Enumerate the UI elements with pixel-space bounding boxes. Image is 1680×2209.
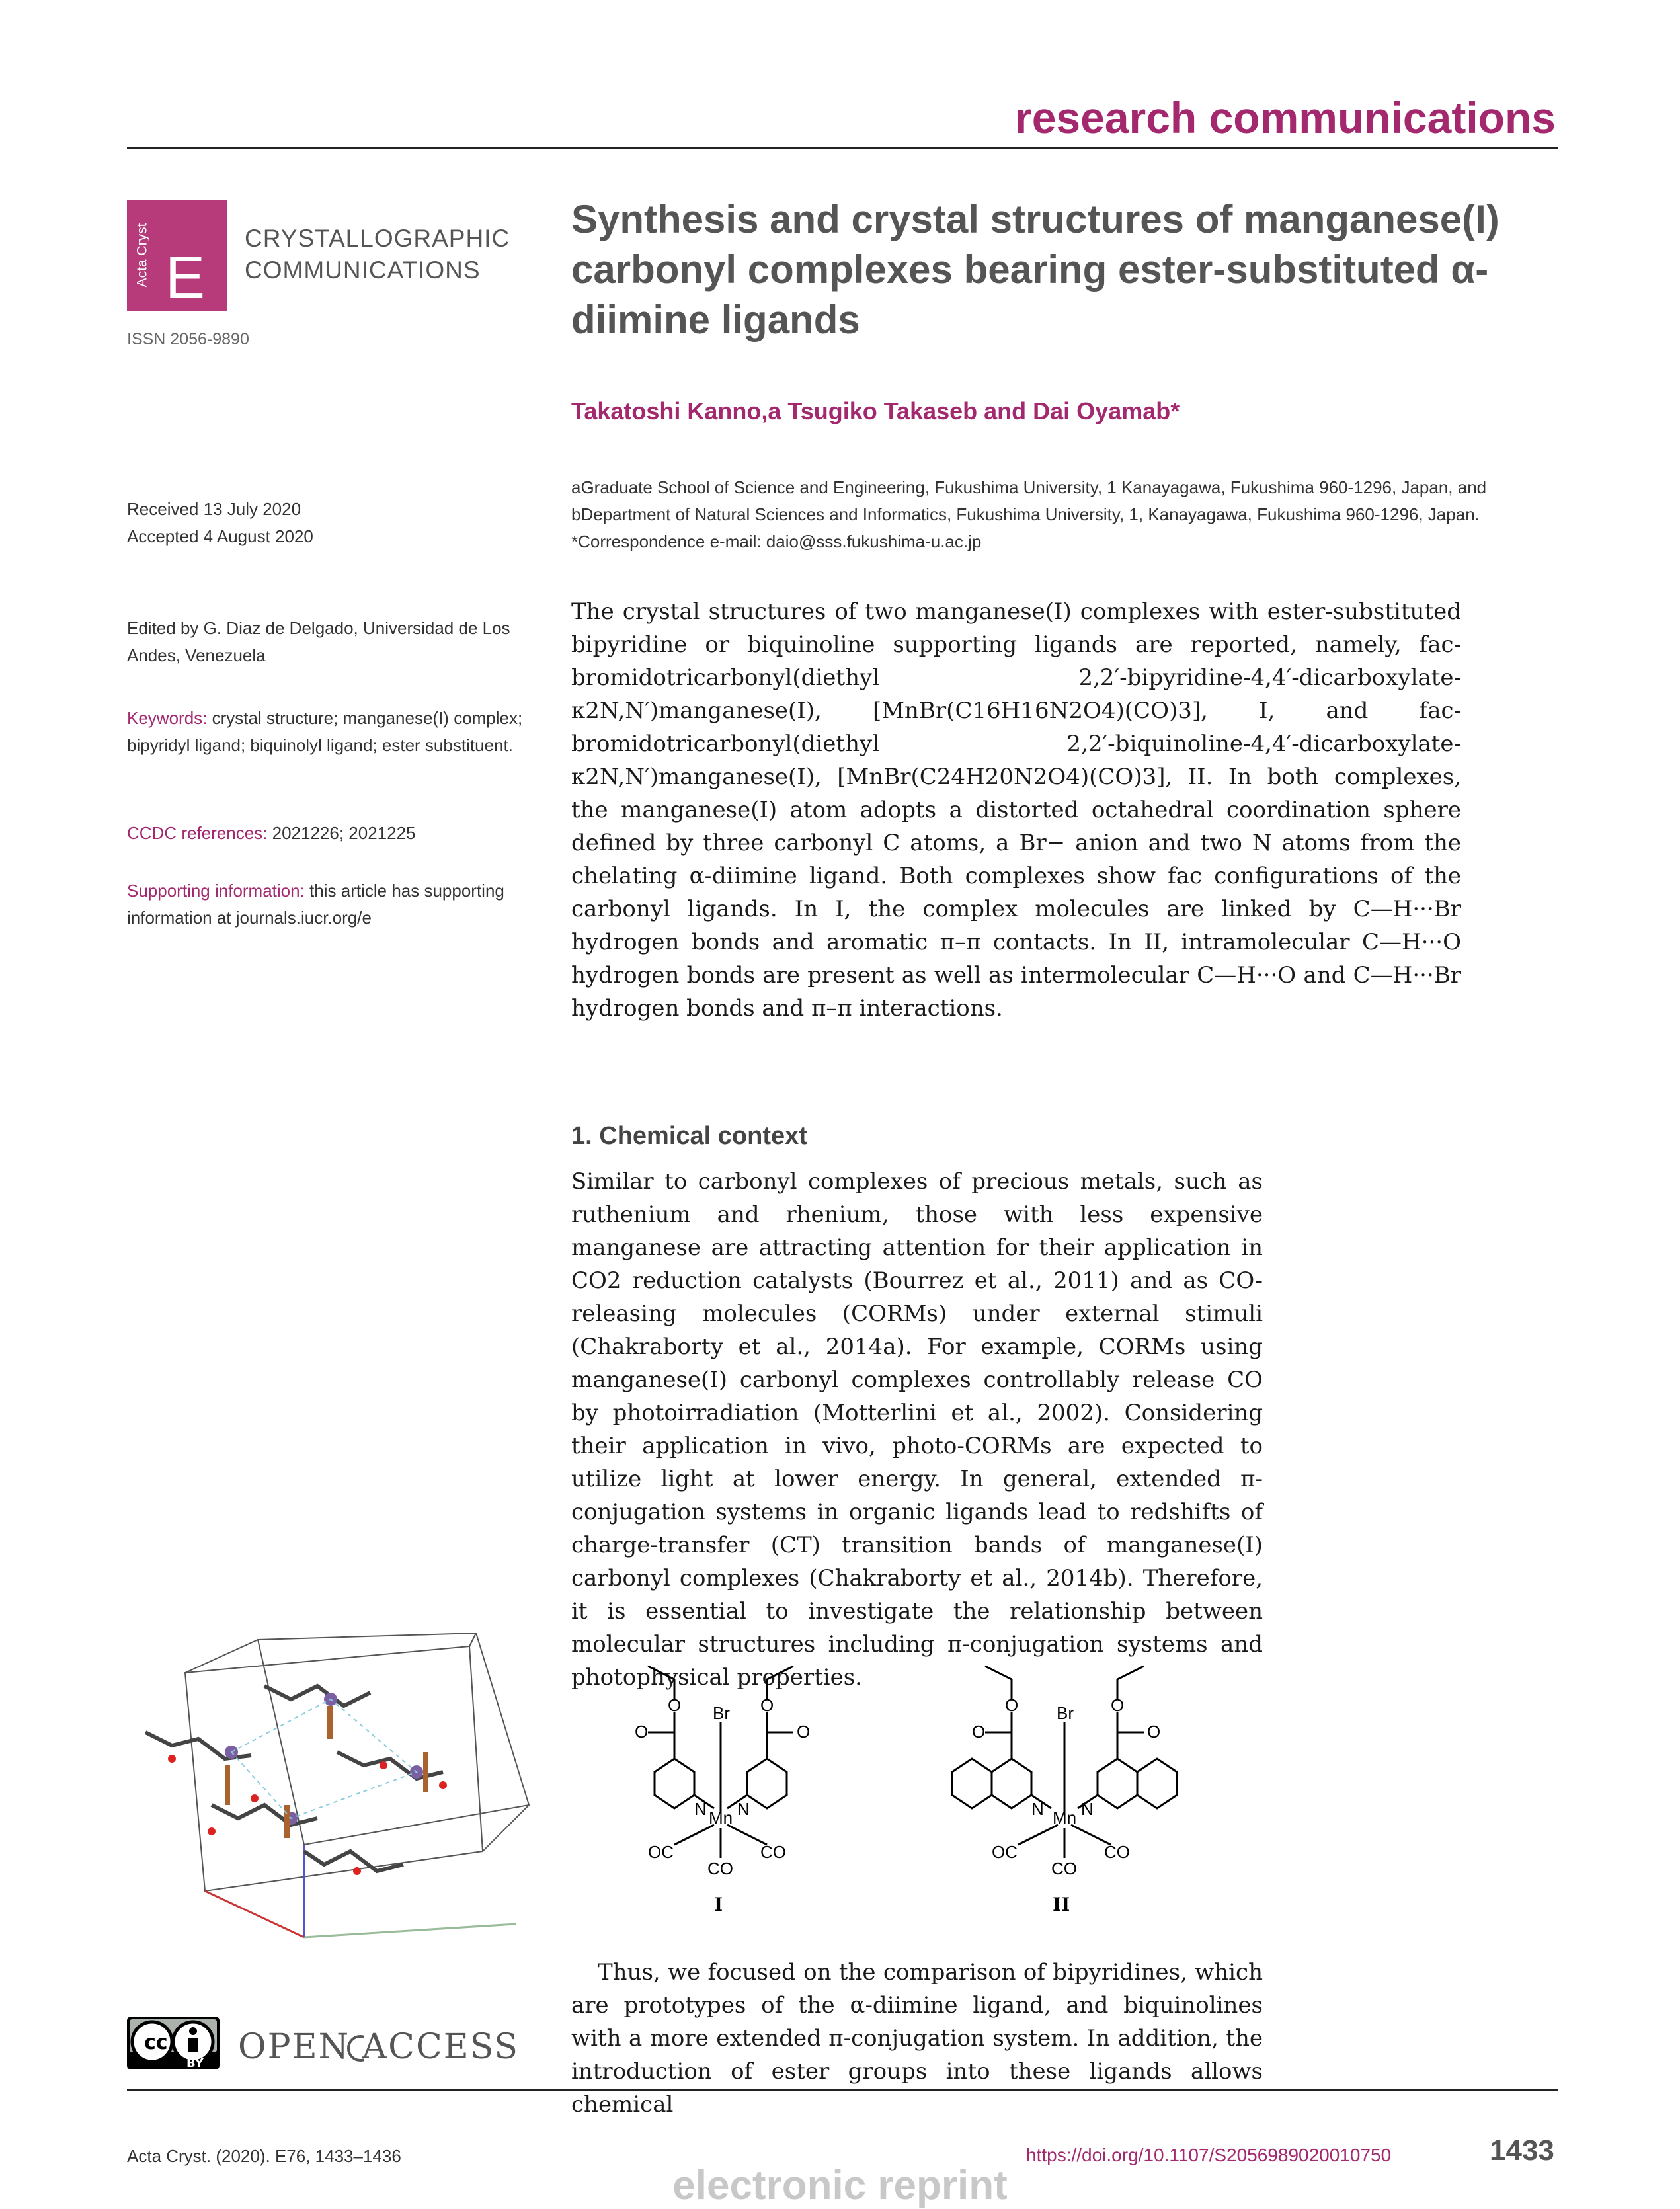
atom-o-2a: O [972,1722,986,1742]
doi-link[interactable]: https://doi.org/10.1107/S2056989020010750 [1026,2145,1392,2165]
section-header: research communications [1015,93,1556,142]
atom-br-2: Br [1057,1703,1074,1723]
by-label: BY [186,2056,204,2069]
atom-br-1: Br [713,1703,730,1723]
atom-o-2d: O [1111,1695,1125,1715]
paragraph-text: Similar to carbonyl complexes of precious metals, such as ruthenium and rhenium, those with less expensive manganese are attracting attention for their application in CO2 reduction catalysts (Bourrez et al., 2011) and as CO-releasing molecules (CORMs) under external stimuli (Chakraborty et al., 2014a). For example, CORMs using manganese(I) carbonyl complexes controllably release CO by photoirradiation (Motterlini et al., 2002). Considering their application in vivo, photo-CORMs are expected to utilize light at lower energy. In general, extended π-conjugation systems in organic ligands lead to redshifts of charge-transfer (CT) transition bands of manganese(I) carbonyl complexes (Chakraborty et al., 2014b). Therefore, it is essential to investigate the relationship between molecular structures including π-conjugation systems and photophysical properties. [571,1168,1263,1691]
complex-label-ii: II [1053,1894,1070,1915]
page-number: 1433 [1490,2134,1554,2167]
supporting-information [127,877,530,932]
article-title: Synthesis and crystal structures of manganese(I) carbonyl complexes bearing ester-substituted α-diimine ligands [571,197,1500,342]
crystal-packing-figure [132,1633,542,1950]
atom-o-1d: O [760,1695,774,1715]
section-heading: 1. Chemical context [571,1122,807,1150]
cc-by-license-icon [127,2017,220,2069]
affiliation-b: bDepartment of Natural Sciences and Informatics, Fukushima University, 1, Kanayagawa, Fukushima 960-1296, Japan. [571,504,1480,524]
atom-o-2b: O [1147,1722,1161,1742]
correspondence: *Correspondence e-mail: daio@sss.fukushima-u.ac.jp [571,532,982,551]
accepted-date: Accepted 4 August 2020 [127,526,313,546]
atom-mn-2: Mn [1053,1808,1077,1827]
paragraph-text: Thus, we focused on the comparison of bipyridines, which are prototypes of the α-diimine ligand, and biquinolines with a more extended π-conjugation system. In addition, the introduction of ester groups into these ligands allows chemical [571,1959,1263,2118]
keywords [127,705,530,759]
body-paragraph-2 [571,1956,1263,2121]
atom-mn-1: Mn [709,1808,733,1827]
received-date: Received 13 July 2020 [127,499,301,519]
journal-logo-side-text: Acta Cryst [134,223,150,288]
issn: ISSN 2056-9890 [127,330,249,348]
atom-n-2a: N [1031,1799,1044,1819]
journal-logo-letter: E [165,245,206,311]
journal-name-line2: COMMUNICATIONS [245,257,481,284]
atom-oc-2: OC [992,1842,1018,1862]
keywords-text: crystal structure; manganese(I) complex; bipyridyl ligand; biquinolyl ligand; ester substituent. [127,708,523,755]
atom-co-1a: CO [760,1842,786,1862]
ccdc-label: CCDC references: [127,823,268,843]
atom-o-2c: O [1005,1695,1019,1715]
body-paragraph-1 [571,1165,1263,1694]
supporting-text: this article has supporting information at journals.iucr.org/e [127,881,504,928]
article-authors: Takatoshi Kanno,a Tsugiko Takaseb and Dai Oyamab* [571,397,1180,424]
header-rule [127,147,1558,149]
atom-n-1b: N [737,1799,750,1819]
atom-oc-1: OC [648,1842,674,1862]
ccdc-references [127,820,530,847]
atom-co-2a: CO [1104,1842,1130,1862]
atom-co-1b: CO [707,1859,733,1878]
ccdc-text: 2021226; 2021225 [267,823,416,843]
atom-o-1c: O [668,1695,682,1715]
abstract-text: The crystal structures of two manganese(I) complexes with ester-substituted bipyridine or biquinoline supporting ligands are reported, namely, fac-bromidotricarbonyl(diethyl 2,2′-bipyridine-4,4′-dicarboxylate-κ2N,N′)manganese(I), [MnBr(C16H16N2O4)(CO)3], I, and fac-bromidotricarbonyl(diethyl 2,2′-biquinoline-4,4′-dicarboxylate-κ2N,N′)manganese(I), [MnBr(C24H20N2O4)(CO)3], II. In both complexes, the manganese(I) atom adopts a distorted octahedral coordination sphere defined by three carbonyl C atoms, a Br− anion and two N atoms from the chelating α-diimine ligand. Both complexes show fac configurations of the carbonyl ligands. In I, the complex molecules are linked by C—H···Br hydrogen bonds and aromatic π–π contacts. In II, intramolecular C—H···O hydrogen bonds are present as well as intermolecular C—H···O and C—H···Br hydrogen bonds and π–π interactions. [571,598,1461,1022]
keywords-label: Keywords: [127,708,208,728]
cc-label: cc [144,2031,168,2054]
atom-n-1a: N [694,1799,707,1819]
atom-n-2b: N [1081,1799,1094,1819]
open-access-text: OPEN ACCESS [238,2027,520,2067]
footer-rule [127,2089,1558,2091]
footer-citation: Acta Cryst. (2020). E76, 1433–1436 [127,2146,401,2166]
affiliation-a: aGraduate School of Science and Engineering, Fukushima University, 1 Kanayagawa, Fukushima 960-1296, Japan, and [571,477,1487,497]
supporting-label: Supporting information: [127,881,305,901]
editor-note: Edited by G. Diaz de Delgado, Universidad de Los Andes, Venezuela [127,618,510,665]
chemical-scheme [595,1666,1256,1917]
abstract [571,595,1461,1025]
complex-label-i: I [714,1894,723,1915]
atom-co-2b: CO [1051,1859,1077,1878]
atom-o-1a: O [635,1722,649,1742]
journal-name-line1: CRYSTALLOGRAPHIC [245,225,510,252]
atom-o-1b: O [797,1722,811,1742]
electronic-reprint-watermark: electronic reprint [672,2163,1008,2208]
